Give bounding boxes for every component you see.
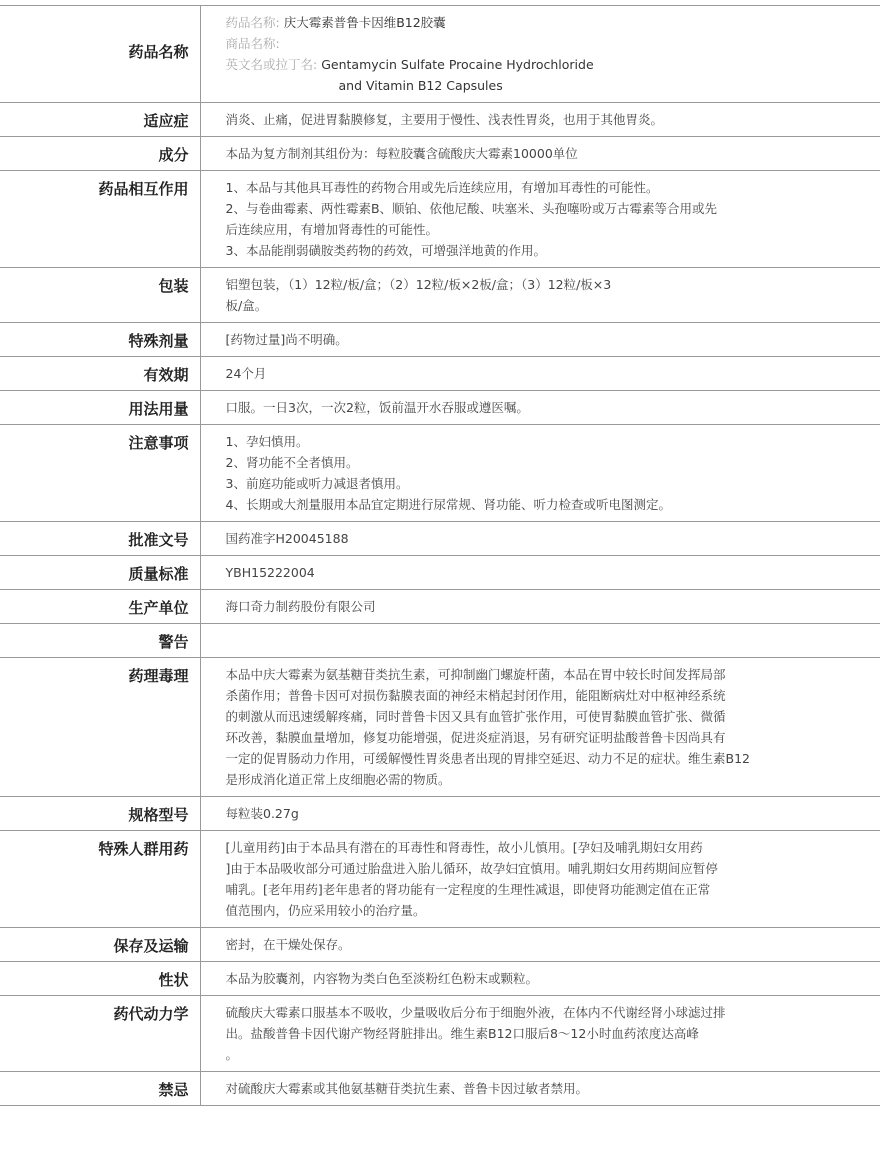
spec-row [0, 425, 880, 522]
row-value [200, 171, 880, 268]
value-line: ]由于本品吸收部分可通过胎盘进入胎儿循环，故孕妇宜慎用。哺乳期妇女用药期间应暂停 [225, 861, 718, 876]
value-line [226, 630, 871, 651]
row-value [200, 103, 880, 137]
spec-row [0, 928, 880, 962]
row-label: 有效期 [0, 357, 200, 391]
spec-row [0, 323, 880, 357]
row-label: 特殊人群用药 [0, 831, 200, 928]
row-label: 警告 [0, 624, 200, 658]
spec-row-drug-name [0, 6, 880, 103]
row-label: 药理毒理 [0, 658, 200, 797]
value-line: 1、孕妇慎用。 [225, 434, 309, 449]
row-value [200, 996, 880, 1072]
row-label: 质量标准 [0, 556, 200, 590]
spec-row [0, 1072, 880, 1106]
row-label: 用法用量 [0, 391, 200, 425]
row-value [200, 425, 880, 522]
row-value [200, 357, 880, 391]
value-line: 哺乳。[老年用药]老年患者的肾功能有一定程度的生理性减退，即使肾功能测定值在正常 [225, 882, 711, 897]
value-line: [药物过量]尚不明确。 [225, 332, 348, 347]
value-line: 3、本品能削弱磺胺类药物的药效，可增强洋地黄的作用。 [225, 243, 546, 258]
row-value [200, 323, 880, 357]
value-line: 每粒装0.27g [225, 806, 299, 821]
spec-row [0, 357, 880, 391]
row-value [200, 797, 880, 831]
value-line: 板/盒。 [225, 298, 268, 313]
spec-row [0, 797, 880, 831]
spec-row [0, 962, 880, 996]
row-value [200, 624, 880, 658]
value-line: 口服。一日3次，一次2粒，饭前温开水吞服或遵医嘱。 [225, 400, 529, 415]
value-line: 密封，在干燥处保存。 [225, 937, 351, 952]
row-label: 成分 [0, 137, 200, 171]
value-line: 。 [225, 1047, 239, 1062]
value-line: 本品为复方制剂其组份为：每粒胶囊含硫酸庆大霉素10000单位 [225, 146, 578, 161]
value-line: 是形成消化道正常上皮细胞必需的物质。 [225, 772, 451, 787]
row-label: 规格型号 [0, 797, 200, 831]
spec-row [0, 658, 880, 797]
row-label: 药品相互作用 [0, 171, 200, 268]
spec-row [0, 137, 880, 171]
value-line: 国药准字H20045188 [225, 531, 349, 546]
value-line: 的刺激从而迅速缓解疼痛，同时普鲁卡因又具有血管扩张作用，可使胃黏膜血管扩张、微循 [225, 709, 726, 724]
spec-row [0, 391, 880, 425]
row-value [200, 1072, 880, 1106]
row-label: 药品名称 [0, 6, 200, 103]
row-value [200, 590, 880, 624]
row-label: 特殊剂量 [0, 323, 200, 357]
value-line: [儿童用药]由于本品具有潜在的耳毒性和肾毒性，故小儿慎用。[孕妇及哺乳期妇女用药 [225, 840, 703, 855]
generic-name-key: 药品名称: [225, 15, 280, 30]
spec-row [0, 268, 880, 323]
row-label: 适应症 [0, 103, 200, 137]
spec-row [0, 522, 880, 556]
row-label: 注意事项 [0, 425, 200, 522]
row-value [200, 928, 880, 962]
row-value [200, 391, 880, 425]
row-value [200, 556, 880, 590]
spec-row [0, 624, 880, 658]
english-name-line-2 [226, 75, 871, 96]
row-value [200, 268, 880, 323]
row-value [200, 831, 880, 928]
row-label: 生产单位 [0, 590, 200, 624]
value-line: 2、与卷曲霉素、两性霉素B、顺铂、依他尼酸、呋塞米、头孢噻吩或万古霉素等合用或先 [225, 201, 718, 216]
value-line: 值范围内，仍应采用较小的治疗量。 [225, 903, 426, 918]
value-line: 本品中庆大霉素为氨基糖苷类抗生素，可抑制幽门螺旋杆菌，本品在胃中较长时间发挥局部 [225, 667, 726, 682]
row-value [200, 522, 880, 556]
row-value [200, 962, 880, 996]
row-value [200, 6, 880, 103]
spec-row [0, 556, 880, 590]
value-line: 3、前庭功能或听力减退者慎用。 [225, 476, 409, 491]
value-line: YBH15222004 [225, 565, 315, 580]
spec-row [0, 831, 880, 928]
row-label: 药代动力学 [0, 996, 200, 1072]
generic-name-line [226, 12, 871, 33]
spec-row [0, 996, 880, 1072]
spec-row [0, 590, 880, 624]
value-line: 后连续应用，有增加肾毒性的可能性。 [225, 222, 439, 237]
drug-spec-table [0, 5, 880, 1106]
row-label: 批准文号 [0, 522, 200, 556]
value-line: 铝塑包装，（1）12粒/板/盒；（2）12粒/板×2板/盒；（3）12粒/板×3 [225, 277, 612, 292]
english-name-line [226, 54, 871, 75]
value-line: 出。盐酸普鲁卡因代谢产物经肾脏排出。维生素B12口服后8～12小时血药浓度达高峰 [225, 1026, 699, 1041]
row-value [200, 137, 880, 171]
row-label: 禁忌 [0, 1072, 200, 1106]
spec-row [0, 103, 880, 137]
row-value [200, 658, 880, 797]
row-label: 包装 [0, 268, 200, 323]
generic-name-value: 庆大霉素普鲁卡因维B12胶囊 [283, 15, 446, 30]
row-label: 保存及运输 [0, 928, 200, 962]
english-name-key: 英文名或拉丁名: [225, 57, 318, 72]
trade-name-line [226, 33, 871, 54]
value-line: 消炎、止痛，促进胃黏膜修复，主要用于慢性、浅表性胃炎，也用于其他胃炎。 [225, 112, 664, 127]
english-name-value-2: and Vitamin B12 Capsules [338, 78, 503, 93]
value-line: 海口奇力制药股份有限公司 [225, 599, 376, 614]
spec-row [0, 171, 880, 268]
value-line: 24个月 [225, 366, 267, 381]
value-line: 4、长期或大剂量服用本品宜定期进行尿常规、肾功能、听力检查或听电图测定。 [225, 497, 671, 512]
trade-name-key: 商品名称: [225, 36, 280, 51]
english-name-value-1: Gentamycin Sulfate Procaine Hydrochloride [321, 57, 594, 72]
value-line: 1、本品与其他具耳毒性的药物合用或先后连续应用，有增加耳毒性的可能性。 [225, 180, 659, 195]
value-line: 杀菌作用；普鲁卡因可对损伤黏膜表面的神经末梢起封闭作用，能阻断病灶对中枢神经系统 [225, 688, 726, 703]
value-line: 硫酸庆大霉素口服基本不吸收，少量吸收后分布于细胞外液，在体内不代谢经肾小球滤过排 [225, 1005, 726, 1020]
value-line: 对硫酸庆大霉素或其他氨基糖苷类抗生素、普鲁卡因过敏者禁用。 [225, 1081, 589, 1096]
value-line: 本品为胶囊剂，内容物为类白色至淡粉红色粉末或颗粒。 [225, 971, 539, 986]
value-line: 环改善，黏膜血量增加，修复功能增强，促进炎症消退，另有研究证明盐酸普鲁卡因尚具有 [225, 730, 726, 745]
row-label: 性状 [0, 962, 200, 996]
value-line: 2、肾功能不全者慎用。 [225, 455, 359, 470]
value-line: 一定的促胃肠动力作用，可缓解慢性胃炎患者出现的胃排空延迟、动力不足的症状。维生素B12 [225, 751, 750, 766]
